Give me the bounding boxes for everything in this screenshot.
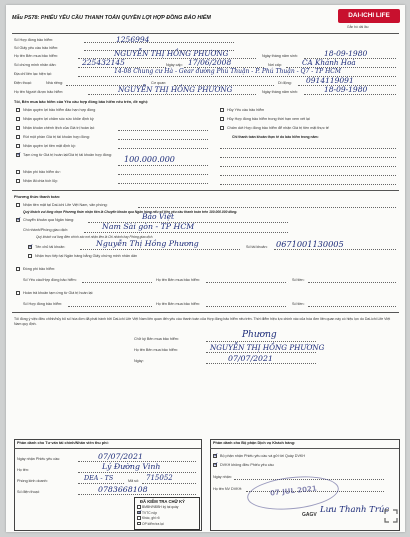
option-surrender-diff-label: Nhận khoản chênh lệch của Giá trị hoàn lại: — [23, 126, 95, 130]
loan-name-label: Họ tên Bên mua bảo hiểm: — [156, 302, 200, 306]
agent-received-value: 07/07/2021 — [98, 452, 143, 461]
branch-note: Quý khách vui lòng điền chính xác nơi nhận tiền là Chi nhánh hay Phòng giao dịch. — [36, 235, 154, 239]
branch-label: Chi nhánh/Phòng giao dịch: — [23, 228, 69, 232]
service-staff-label: Họ tên NV DVKH: — [213, 487, 243, 491]
checklist-item-1: BMBH/NĐBH ký tại quầy — [142, 505, 179, 509]
agent-code-value: 715052 — [146, 474, 173, 482]
option-cancel-request-label: Hủy Yêu cầu bảo hiểm — [227, 108, 265, 112]
agent-office-line — [78, 483, 124, 484]
service-check-1: Bộ phận nhận Phiếu yêu cầu và gửi tới Quầy DVKH — [220, 454, 306, 458]
right-line-5 — [220, 184, 396, 185]
premium-name-label: Họ tên Bên mua bảo hiểm: — [156, 278, 200, 282]
account-name-label: Tên chủ tài khoản: — [35, 245, 66, 249]
policy-no-label: Số Hợp đồng bảo hiểm: — [14, 38, 54, 42]
service-box-rule — [210, 448, 399, 449]
loan-amount-line — [308, 306, 396, 307]
policy-no-value: 1256994 — [116, 35, 150, 44]
issue-place-value: CA Khánh Hoà — [302, 58, 356, 67]
agent-phone-value: 0783668108 — [98, 485, 148, 494]
periodic-cash-line — [118, 148, 208, 149]
policy-loan-line — [118, 165, 208, 166]
premium-amount-line — [308, 282, 396, 283]
loan-repay-label: Hoàn trả khoản tạm ứng từ Giá trị hoàn lại: — [23, 291, 94, 295]
scan-frame-icon[interactable] — [384, 509, 398, 523]
id-receive-label: Nhận trực tiếp tại Ngân hàng bằng Giấy chứng minh nhân dân — [35, 254, 138, 258]
sign-label: Chữ ký Bên mua bảo hiểm: — [134, 337, 179, 341]
loan-name-line — [206, 306, 286, 307]
checkbox-terminate[interactable] — [220, 126, 224, 130]
agent-box-rule — [14, 448, 201, 449]
sign-date-value: 07/07/2021 — [228, 354, 273, 363]
account-no-label: Số tài khoản: — [246, 245, 268, 249]
service-received-label: Ngày nhận: — [213, 475, 232, 479]
service-heading: Phần dành cho Bộ phận Dịch vụ Khách hàng: — [213, 441, 296, 445]
policy-no-line — [84, 42, 234, 43]
premium-amount-label: Số tiền: — [292, 278, 305, 282]
agent-name-line — [78, 472, 196, 473]
option-cancel-freelook-label: Hủy Hợp đồng bảo hiểm trong thời hạn xem xét lại — [227, 117, 310, 121]
checkbox-periodic-cash[interactable] — [16, 144, 20, 148]
insured-dob-value: 18-09-1980 — [324, 85, 368, 94]
insured-name-label: Họ tên Người được bảo hiểm: — [14, 90, 64, 94]
option-maturity-label: Nhận quyền lợi bảo hiểm đáo hạn hợp đồng — [23, 108, 96, 112]
checkbox-service-forward[interactable] — [213, 454, 217, 458]
checkbox-maturity[interactable] — [16, 108, 20, 112]
account-name-line — [80, 249, 240, 250]
agent-office-label: Phòng kinh doanh: — [17, 479, 48, 483]
option-dividend-label: Nhận lãi chia tích lũy: — [23, 179, 59, 183]
sign-line — [206, 341, 316, 342]
checkbox-pay-premium[interactable] — [16, 267, 20, 271]
phone-label: Điện thoại: — [14, 81, 32, 85]
issue-date-value: 17/06/2008 — [188, 58, 232, 67]
sign-date-line — [206, 363, 316, 364]
phone-home-label: Nhà riêng: — [46, 81, 64, 85]
agent-office-value: DEA - TS — [84, 474, 114, 482]
branch-value: Nam Sài gòn - TP HCM — [102, 222, 195, 231]
agent-phone-line — [78, 494, 196, 495]
agent-received-label: Ngày nhận Phiếu yêu cầu: — [17, 457, 61, 461]
owner-signature: Phương — [242, 330, 277, 340]
checkbox-cash[interactable] — [16, 203, 20, 207]
sign-name-label: Họ tên Bên mua bảo hiểm: — [134, 348, 178, 352]
premium-policy-label: Số Yêu cầu/Hợp đồng bảo hiểm: — [23, 278, 77, 282]
excess-premium-line — [118, 174, 208, 175]
checklist-item-3: Khác, ghi rõ — [142, 516, 160, 520]
phone-office-label: Cơ quan: — [151, 81, 167, 85]
option-partial-withdraw-label: Rút một phần Giá trị tài khoản hợp đồng: — [23, 135, 90, 139]
agent-name-value: Lý Đường Vinh — [102, 462, 161, 471]
premium-policy-line — [82, 282, 152, 283]
premium-name-line — [206, 282, 286, 283]
checkbox-service-no-edit[interactable] — [213, 463, 217, 467]
checkbox-partial-withdraw[interactable] — [16, 135, 20, 139]
form-title: Mẫu PS78: PHIẾU YÊU CẦU THANH TOÁN QUYỀN LỢI HỢP ĐỒNG BẢO HIỂM — [12, 15, 211, 21]
issue-date-label: Ngày cấp: — [166, 63, 183, 67]
branch-line — [84, 232, 288, 233]
account-no-value: 0671001130005 — [276, 239, 344, 249]
checkbox-bank-transfer[interactable] — [16, 218, 20, 222]
insured-name-value: NGUYỄN THỊ HỒNG PHƯƠNG — [118, 85, 233, 94]
dividend-line — [118, 183, 208, 184]
checkbox-cancel-request[interactable] — [220, 108, 224, 112]
stamp-office: GAGV — [302, 512, 317, 518]
partial-withdraw-line — [118, 139, 208, 140]
mobile-label: Di động: — [278, 81, 292, 85]
request-heading: Tôi, Bên mua bảo hiểm của Yêu cầu hợp đồng bảo hiểm nêu trên, đề nghị: — [14, 100, 149, 104]
checklist-box-3[interactable] — [137, 516, 141, 520]
right-line-4 — [220, 175, 396, 176]
form-sheet — [6, 5, 405, 532]
cash-line — [138, 207, 396, 208]
declaration-text: Tôi đồng ý việc điều chỉnh/hủy bỏ số hóa đơn đã phát hành bởi Dai-ichi Life Việt Nam liên quan đến yêu cầu thanh toán của Hợp đồng bảo hiểm nêu trên. Thời điểm hiệu lực chính xác của hóa đơn liên quan này có hiệu lực do Dai-ichi Life Việt Nam quy định. — [14, 317, 391, 326]
agent-phone-label: Số điện thoại: — [17, 490, 40, 494]
owner-name-label: Họ tên Bên mua bảo hiểm: — [14, 54, 58, 58]
request-no-label: Số Giấy yêu cầu bảo hiểm: — [14, 46, 59, 50]
agent-code-line — [142, 483, 196, 484]
checkbox-id-receive[interactable] — [28, 254, 32, 258]
insured-name-line — [88, 94, 256, 95]
staff-signature: Lưu Thanh Trúc — [320, 505, 390, 515]
right-line-1 — [220, 148, 396, 149]
right-line-3 — [220, 166, 396, 167]
stamp-date: 07 JUL 2021 — [269, 484, 318, 498]
loan-amount-label: Số tiền: — [292, 302, 305, 306]
surrender-diff-line — [118, 130, 208, 131]
owner-name-value: NGUYỄN THỊ HỒNG PHƯƠNG — [114, 49, 229, 58]
right-note: Chỉ thanh toán khoản thực tế do bảo hiểm trong năm: — [232, 135, 319, 139]
right-line-2 — [220, 157, 396, 158]
mobile-value: 0914119091 — [306, 76, 354, 85]
brand-logo: DAI-ICHI LIFE — [338, 9, 400, 23]
premium-label: Đóng phí bảo hiểm: — [23, 267, 56, 271]
bank-transfer-label: Chuyển khoản qua Ngân hàng: — [23, 218, 75, 222]
sign-name-line — [206, 352, 316, 353]
insured-dob-line — [304, 94, 396, 95]
checkbox-account-holder[interactable] — [28, 245, 32, 249]
loan-policy-label: Số Hợp đồng bảo hiểm: — [23, 302, 63, 306]
checkbox-surrender-diff[interactable] — [16, 126, 20, 130]
owner-dob-value: 18-09-1980 — [324, 49, 368, 58]
checkbox-cancel-freelook[interactable] — [220, 117, 224, 121]
checklist-box-4[interactable] — [137, 522, 141, 526]
header-rule — [12, 33, 399, 34]
id-label: Số chứng minh nhân dân: — [14, 63, 57, 67]
checklist-item-4: OP kiểm tra lại — [142, 521, 164, 526]
cash-label: Nhận tiền mặt tại Dai-ichi Life Việt Nam, văn phòng: — [23, 203, 108, 207]
checklist-box-2[interactable] — [137, 511, 141, 515]
option-healthcare-label: Nhận quyền lợi chăm sóc sức khỏe định kỳ — [23, 117, 94, 121]
option-excess-premium-label: Nhận phí bảo hiểm dư: — [23, 170, 61, 174]
option-periodic-cash-label: Nhận quyền lợi tiền mặt định kỳ: — [23, 144, 76, 148]
section-rule-2 — [12, 312, 399, 313]
checklist-title: ĐÃ KIỂM TRA CHỮ KÝ — [140, 499, 185, 504]
sign-name-value: NGUYỄN THỊ HỒNG PHƯƠNG — [210, 343, 325, 352]
owner-dob-label: Ngày tháng năm sinh: — [262, 54, 298, 58]
agent-name-label: Họ tên: — [17, 468, 29, 472]
policy-loan-amount: 100.000.000 — [124, 155, 175, 164]
checkbox-policy-loan[interactable] — [16, 153, 20, 157]
option-terminate-label: Chấm dứt Hợp đồng bảo hiểm để nhận Giá trị tiền mặt thực tế — [227, 126, 329, 130]
checkbox-loan-repay[interactable] — [16, 291, 20, 295]
brand-tagline: Gắn bó dài lâu — [347, 25, 369, 29]
cash-note: Quý khách vui lòng chọn Phương thức nhận tiền là Chuyển khoản qua Ngân hàng nếu số tiền yêu cầu thanh toán trên 100.000.000 đồng. — [23, 210, 238, 214]
account-name-value: Nguyễn Thị Hồng Phương — [96, 239, 199, 248]
bank-value: Bảo Việt — [142, 212, 175, 221]
account-no-line — [274, 249, 396, 250]
address-value: 14-08 Chung cư Hà - Gear đường Phú Thuận - P. Phú Thuận - Q7 - TP HCM — [114, 68, 342, 75]
payment-heading: Phương thức thanh toán: — [14, 195, 61, 199]
sign-date-label: Ngày: — [134, 359, 144, 363]
checkbox-healthcare[interactable] — [16, 117, 20, 121]
service-check-2: DVKH không điều Phiếu yêu cầu — [220, 463, 274, 467]
option-policy-loan-label: Tạm ứng từ Giá trị hoàn lại/Giá trị tài khoản hợp đồng: — [23, 153, 112, 157]
loan-policy-line — [68, 306, 152, 307]
checkbox-excess-premium[interactable] — [16, 170, 20, 174]
section-rule-1 — [12, 190, 399, 191]
address-label: Địa chỉ liên lạc hiện tại: — [14, 72, 52, 76]
issue-place-label: Nơi cấp: — [268, 63, 282, 67]
checkbox-dividend[interactable] — [16, 179, 20, 183]
id-value: 225432145 — [82, 58, 125, 67]
checklist-item-2: TVTC nộp — [142, 510, 158, 515]
agent-heading: Phần dành cho Tư vấn tài chính/Nhân viên thu phí: — [17, 441, 109, 445]
agent-code-label: Mã số: — [128, 479, 140, 483]
insured-dob-label: Ngày tháng năm sinh: — [262, 90, 298, 94]
